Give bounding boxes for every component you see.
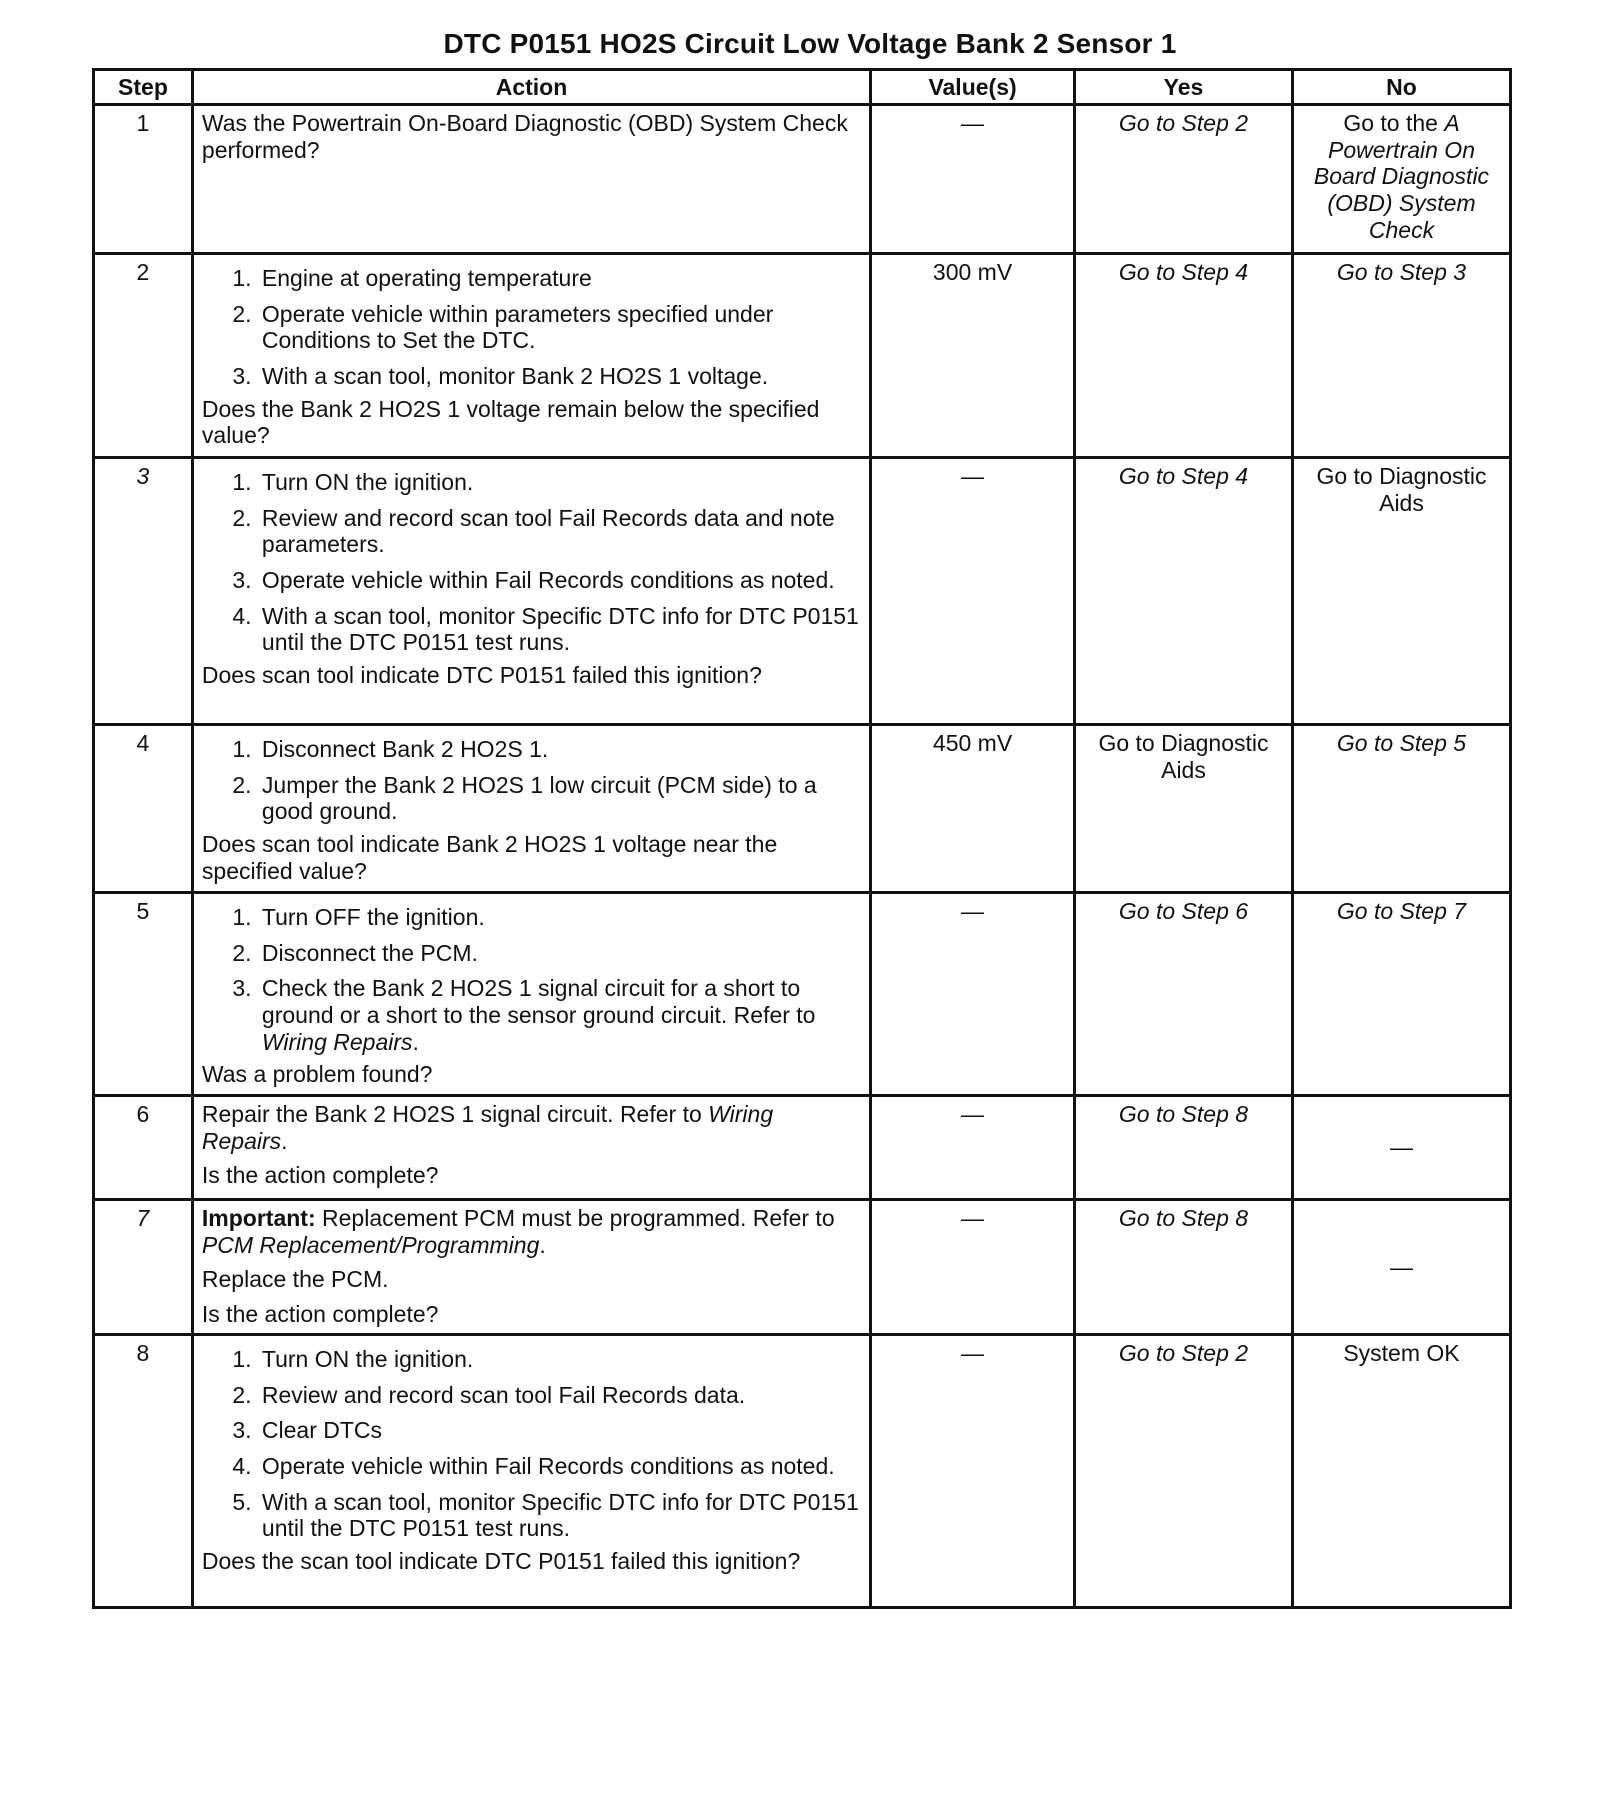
action-question: Does the scan tool indicate DTC P0151 failed this ignition? [201,1548,801,1575]
action-steps [202,736,861,825]
action-question: Is the action complete? [201,1301,439,1328]
yes-cell[interactable]: Go to Step 4 [1074,458,1292,725]
value-cell: 300 mV [871,254,1075,458]
action-question: Does scan tool indicate Bank 2 HO2S 1 voltage near the specified value? [201,831,778,884]
action-steps [202,265,861,390]
action-step-text: Check the Bank 2 HO2S 1 signal circuit for a short to ground or a short to the sensor ground circuit. Refer to [261,975,816,1029]
document-title: DTC P0151 HO2S Circuit Low Voltage Bank 2 Sensor 1 [443,28,1177,59]
no-cell[interactable] [1292,105,1510,254]
yes-cell[interactable]: Go to Step 8 [1074,1200,1292,1335]
header-values: Value(s) [871,70,1075,105]
action-step: 2. Operate vehicle within parameters specified under Conditions to Set the DTC. [258,301,861,354]
action-cell [192,725,870,893]
obd-system-check-link[interactable]: A Powertrain On Board Diagnostic (OBD) System Check [1313,110,1490,243]
value-cell: — [871,1200,1075,1335]
action-steps [202,904,861,1055]
action-step: 4. With a scan tool, monitor Specific DTC info for DTC P0151 until the DTC P0151 test runs. [258,603,861,656]
no-cell[interactable]: Go to Step 3 [1292,254,1510,458]
important-end: . [539,1231,546,1258]
yes-cell[interactable]: Go to Diagnostic Aids [1074,725,1292,893]
action-question: Was a problem found? [201,1061,433,1088]
action-step: 1. Disconnect Bank 2 HO2S 1. [258,736,861,763]
action-cell [192,458,870,725]
action-cell [192,254,870,458]
value-cell: — [871,1096,1075,1200]
action-step: 1. Engine at operating temperature [258,265,861,292]
action-cell [192,893,870,1096]
action-step: 1. Turn ON the ignition. [258,1346,861,1373]
no-cell[interactable]: Go to Diagnostic Aids [1292,458,1510,725]
yes-cell[interactable]: Go to Step 8 [1074,1096,1292,1200]
table-row [94,458,1511,725]
table-row [94,105,1511,254]
action-cell [192,1200,870,1335]
action-step: 4. Operate vehicle within Fail Records conditions as noted. [258,1453,861,1480]
action-cell [192,1335,870,1608]
no-cell: — [1292,1200,1510,1335]
pcm-replacement-link[interactable]: PCM Replacement/Programming [201,1231,540,1258]
yes-cell[interactable]: Go to Step 2 [1074,105,1292,254]
action-question: Does the Bank 2 HO2S 1 voltage remain below the specified value? [201,395,820,449]
action-step: 2. Disconnect the PCM. [258,940,861,967]
action-question: Does scan tool indicate DTC P0151 failed this ignition? [201,662,762,689]
step-number: 2 [94,254,193,458]
header-step: Step [94,70,193,105]
action-text: Replace the PCM. [201,1266,389,1293]
yes-cell[interactable]: Go to Step 2 [1074,1335,1292,1608]
action-question: Was the Powertrain On-Board Diagnostic (OBD) System Check performed? [201,110,848,163]
table-row [94,1096,1511,1200]
value-cell: — [871,893,1075,1096]
step-number: 6 [94,1096,193,1200]
wiring-repairs-link[interactable]: Wiring Repairs [201,1101,774,1154]
action-steps [202,469,861,656]
step-number: 5 [94,893,193,1096]
action-text-body: Repair the Bank 2 HO2S 1 signal circuit. Refer to [201,1101,709,1127]
action-step: 1. Turn ON the ignition. [258,469,861,496]
action-step: 2. Jumper the Bank 2 HO2S 1 low circuit (PCM side) to a good ground. [258,772,861,825]
action-text [202,1101,861,1154]
wiring-repairs-link[interactable]: Wiring Repairs [261,1028,413,1055]
action-steps [202,1346,861,1542]
table-row [94,893,1511,1096]
step-number: 8 [94,1335,193,1608]
value-cell: — [871,1335,1075,1608]
action-step: 5. With a scan tool, monitor Specific DTC info for DTC P0151 until the DTC P0151 test runs. [258,1489,861,1542]
important-label: Important: [201,1205,316,1231]
action-step: 3. With a scan tool, monitor Bank 2 HO2S 1 voltage. [258,363,861,390]
action-step: 3. Clear DTCs [258,1417,861,1444]
header-yes: Yes [1074,70,1292,105]
no-cell[interactable]: Go to Step 7 [1292,893,1510,1096]
no-cell: System OK [1292,1335,1510,1608]
action-step: 2. Review and record scan tool Fail Records data and note parameters. [258,505,861,558]
action-text-end: . [281,1127,288,1154]
value-cell: 450 mV [871,725,1075,893]
step-number: 7 [94,1200,193,1335]
no-cell[interactable]: Go to Step 5 [1292,725,1510,893]
step-number: 1 [94,105,193,254]
table-row [94,1335,1511,1608]
action-step: 1. Turn OFF the ignition. [258,904,861,931]
value-cell: — [871,105,1075,254]
no-cell-prefix: Go to the [1343,110,1445,136]
action-step-end: . [412,1028,419,1055]
important-note [202,1205,861,1258]
yes-cell[interactable]: Go to Step 4 [1074,254,1292,458]
action-step [258,975,861,1055]
step-number: 3 [94,458,193,725]
table-header-row [94,70,1511,105]
step-number: 4 [94,725,193,893]
table-row [94,254,1511,458]
action-question: Is the action complete? [201,1162,439,1189]
no-cell: — [1292,1096,1510,1200]
action-step: 2. Review and record scan tool Fail Records data. [258,1382,861,1409]
action-cell [192,105,870,254]
header-action: Action [192,70,870,105]
action-cell [192,1096,870,1200]
important-text: Replacement PCM must be programmed. Refer to [315,1205,835,1231]
table-row [94,1200,1511,1335]
yes-cell[interactable]: Go to Step 6 [1074,893,1292,1096]
value-cell: — [871,458,1075,725]
table-row [94,725,1511,893]
action-step: 3. Operate vehicle within Fail Records conditions as noted. [258,567,861,594]
diagnostic-table [92,68,1512,1609]
header-no: No [1292,70,1510,105]
